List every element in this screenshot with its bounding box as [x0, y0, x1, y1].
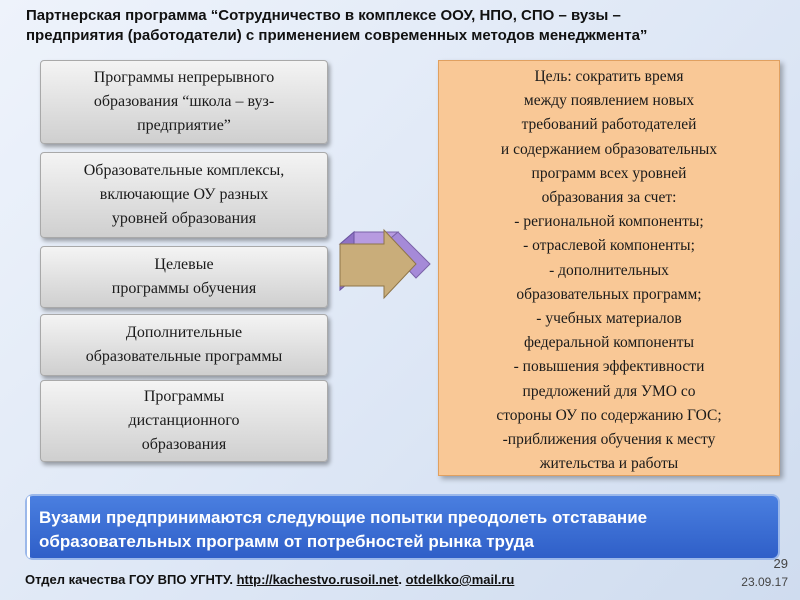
slide-date: 23.09.17 [741, 575, 788, 589]
goal-item: - региональной компоненты; [514, 213, 704, 231]
goal-heading: Цель: сократить время между появлением новых требований работодателей и содержанием образовательных программ всех уровней образования за счет: [500, 68, 718, 207]
program-box-educational-complexes: Образовательные комплексы, включающие ОУ разных уровней образования [40, 152, 328, 238]
goal-item: - повышения эффективности предложений для УМО со стороны ОУ по содержанию ГОС; [496, 358, 722, 424]
3d-arrow-right-icon [338, 226, 432, 300]
goal-item: -приближения обучения к месту жительства и работы [502, 431, 716, 473]
slide-title: Партнерская программа “Сотрудничество в комплексе ООУ, НПО, СПО – вузы – предприятия (работодатели) с применением современных методов менеджмента” [26, 7, 648, 44]
goal-box [438, 60, 780, 476]
summary-banner: Вузами предпринимаются следующие попытки преодолеть отставание образовательных программ от потребностей рынка труда [25, 494, 780, 560]
page-number: 29 [773, 556, 788, 571]
program-box-additional-programs: Дополнительные образовательные программы [40, 314, 328, 376]
footer-prefix: Отдел качества ГОУ ВПО УГНТУ. [25, 572, 237, 587]
program-box-targeted-training: Целевые программы обучения [40, 246, 328, 308]
program-box-continuous-education: Программы непрерывного образования “школа – вуз- предприятие” [40, 60, 328, 144]
goal-item: - отраслевой компоненты; [523, 237, 695, 255]
footer-website-link[interactable]: http://kachestvo.rusoil.net [236, 572, 399, 587]
program-box-distance-education: Программы дистанционного образования [40, 380, 328, 462]
footer-email-link[interactable]: otdelkko@mail.ru [405, 572, 515, 587]
footer-separator: . [398, 572, 406, 587]
footer [25, 572, 514, 587]
goal-item: - учебных материалов федеральной компоненты [524, 310, 694, 352]
goal-item: - дополнительных образовательных программ; [516, 261, 702, 303]
goal-list [445, 210, 773, 476]
